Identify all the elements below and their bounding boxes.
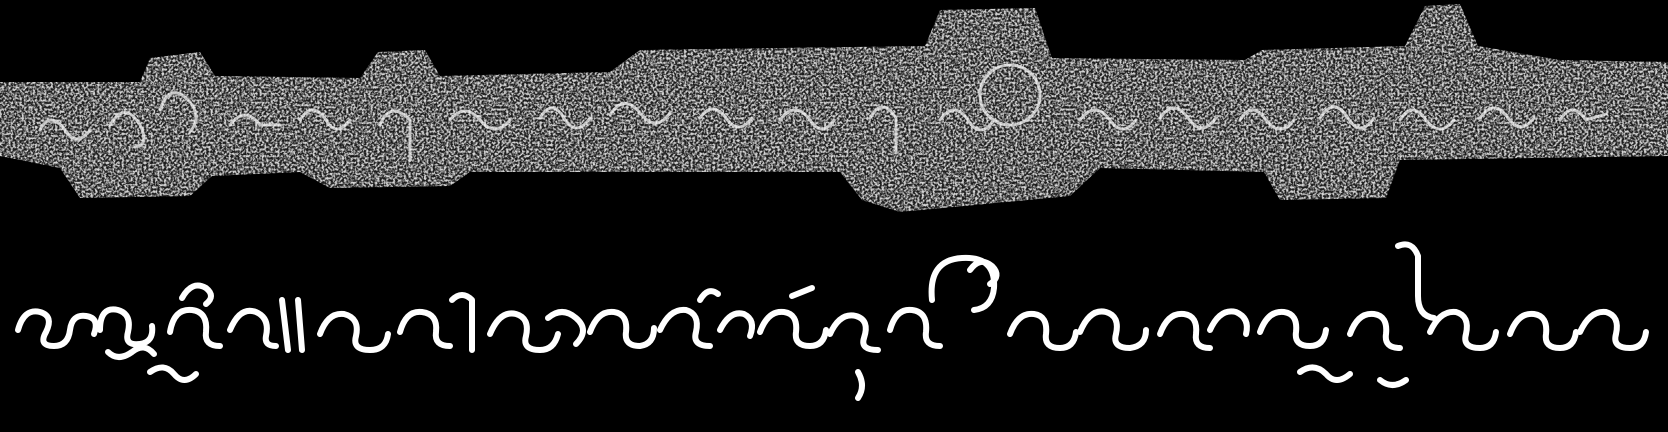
transcription-glyph-strokes: [18, 244, 1646, 398]
